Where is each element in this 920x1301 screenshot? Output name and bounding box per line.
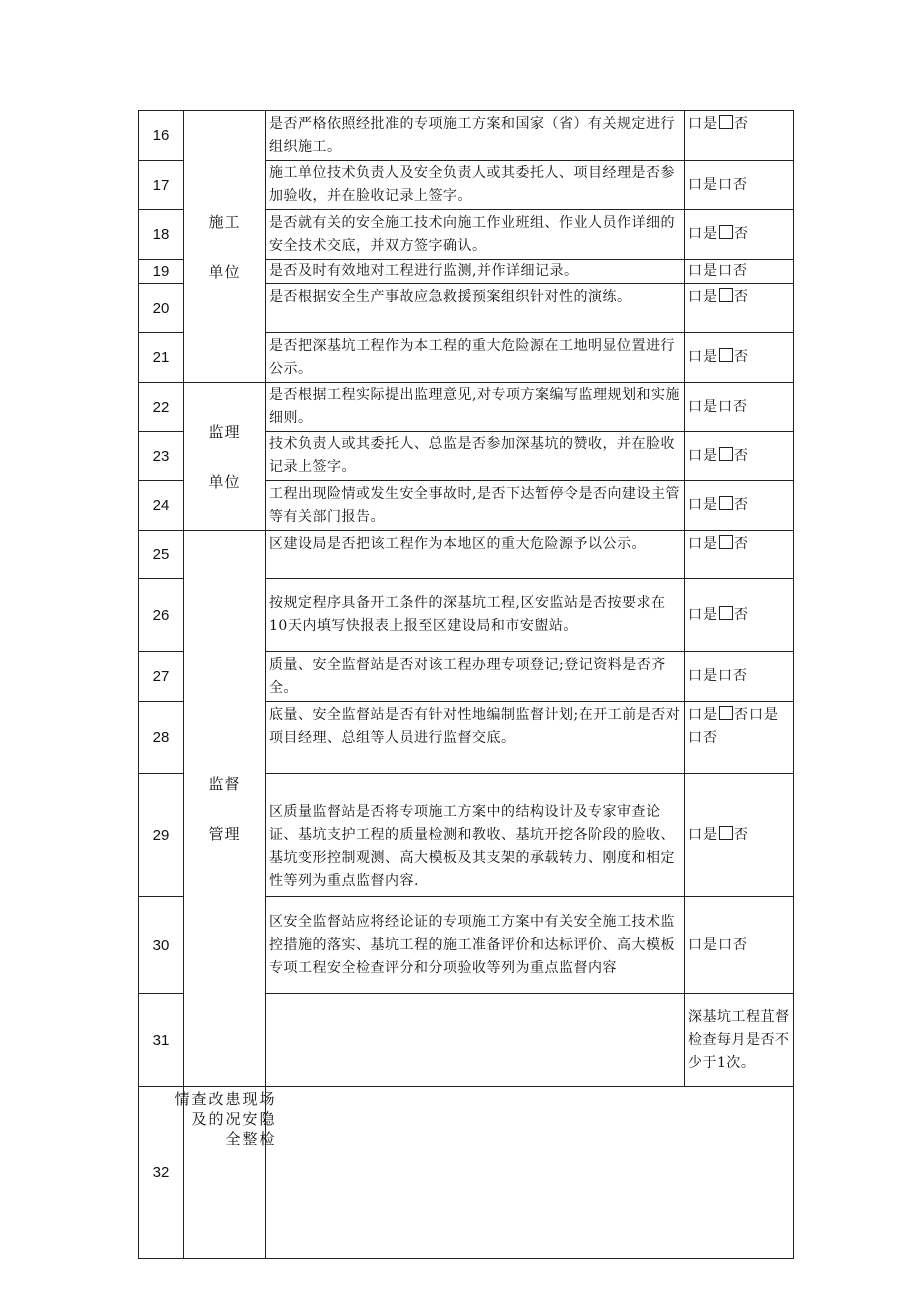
yes-no-answer[interactable]: 口是 否 bbox=[685, 774, 794, 897]
yes-no-answer[interactable]: 口是口否 bbox=[685, 161, 794, 210]
row-number: 28 bbox=[139, 702, 184, 774]
check-item-text: 是否根据工程实际提出监理意见,对专项方案编写监理规划和实施细则。 bbox=[266, 383, 685, 432]
rectification-notes-area[interactable] bbox=[266, 1087, 794, 1259]
vertical-label bbox=[174, 1087, 275, 1257]
yes-no-answer[interactable]: 口是 否 bbox=[685, 481, 794, 531]
table-row bbox=[139, 111, 794, 161]
yes-no-answer[interactable]: 口是 否 bbox=[685, 333, 794, 383]
yes-no-answer[interactable]: 口是口否 bbox=[685, 383, 794, 432]
yes-no-answer[interactable]: 口是 否 bbox=[685, 531, 794, 579]
group-label-empty bbox=[266, 994, 685, 1087]
checkbox-no[interactable] bbox=[719, 826, 733, 840]
group-label-line: 单位 bbox=[208, 262, 241, 281]
checkbox-no[interactable] bbox=[719, 288, 733, 302]
group-label-construction-unit bbox=[184, 111, 266, 383]
group-label-supervision-unit bbox=[184, 383, 266, 531]
yes-no-answer[interactable]: 口是 否 bbox=[685, 111, 794, 161]
yes-no-answer[interactable]: 口是 否口是口否 bbox=[685, 702, 794, 774]
vertical-label-column: 场 隐 检 bbox=[259, 1090, 275, 1148]
row-number: 25 bbox=[139, 531, 184, 579]
inspection-table bbox=[138, 110, 794, 1259]
check-item-text: 技术负责人或其委托人、总监是否参加深基坑的赞收，并在脸收记录上签字。 bbox=[266, 432, 685, 481]
check-item-text: 区安全监督站应将经论证的专项施工方案中有关安全施工技术监控措施的落实、基坑工程的施工准备评价和达标评价、高大模板专项工程安全检查评分和分项验收等列为重点监督内容 bbox=[266, 897, 685, 994]
table-row bbox=[139, 1087, 794, 1259]
check-item-text: 工程出现险情或发生安全事故时,是否下达暂停令是否向建设主管等有关部门报告。 bbox=[266, 481, 685, 531]
group-label-line: 管理 bbox=[208, 824, 241, 843]
check-item-text: 是否根据安全生产事故应急救援预案组织针对性的演练。 bbox=[266, 284, 685, 333]
check-item-text: 底量、安全监督站是否有针对性地编制监督计划;在开工前是否对项目经理、总组等人员进行监督交底。 bbox=[266, 702, 685, 774]
yes-no-answer[interactable]: 口是 否 bbox=[685, 432, 794, 481]
vertical-label-column: 改 的 bbox=[208, 1090, 224, 1128]
check-item-text: 是否就有关的安全施工技术向施工作业班组、作业人员作详细的安全技术交底，并双方签字确认。 bbox=[266, 210, 685, 260]
yes-no-answer[interactable]: 口是 否 bbox=[685, 210, 794, 260]
checkbox-no[interactable] bbox=[719, 706, 733, 720]
row-number: 24 bbox=[139, 481, 184, 531]
vertical-label-cell bbox=[174, 1087, 275, 1259]
row-number: 20 bbox=[139, 284, 184, 333]
check-item-text: 是否严格依照经批准的专项施工方案和国家（省）有关规定进行组织施工。 bbox=[266, 111, 685, 161]
check-item-text: 施工单位技术负责人及安全负责人或其委托人、项目经理是否参加验收，并在脸收记录上签字。 bbox=[266, 161, 685, 210]
yes-no-answer[interactable]: 口是口否 bbox=[685, 897, 794, 994]
group-label-line: 单位 bbox=[208, 472, 241, 491]
check-item-text: 是否及时有效地对工程进行监测,并作详细记录。 bbox=[266, 260, 685, 284]
check-item-text: 按规定程序具备开工条件的深基坑工程,区安监站是否按要求在10天内填写快报表上报至区建设局和市安盥站。 bbox=[266, 579, 685, 652]
check-item-text: 质量、安全监督站是否对该工程办理专项登记;登记资料是否齐全。 bbox=[266, 652, 685, 702]
checkbox-no[interactable] bbox=[719, 348, 733, 362]
yes-no-answer[interactable]: 口是 否 bbox=[685, 284, 794, 333]
row-number: 31 bbox=[139, 994, 184, 1087]
table-row bbox=[139, 531, 794, 579]
row-number: 26 bbox=[139, 579, 184, 652]
row-number: 30 bbox=[139, 897, 184, 994]
inspection-table-page bbox=[138, 110, 793, 1186]
row-number: 32 bbox=[139, 1087, 184, 1259]
row-number: 18 bbox=[139, 210, 184, 260]
row-number: 21 bbox=[139, 333, 184, 383]
row-number: 19 bbox=[139, 260, 184, 284]
yes-no-answer[interactable]: 口是 否 bbox=[685, 579, 794, 652]
yes-no-answer[interactable]: 口是口否 bbox=[685, 652, 794, 702]
vertical-label-column: 现 安 整 bbox=[242, 1090, 258, 1148]
check-item-text: 区质量监督站是否将专项施工方案中的结构设计及专家审查论证、基坑支护工程的质量检测和教收、基坑开挖各阶段的脸收、基坑变形控制观测、高大模板及其支架的承载转力、刚度和相定性等列为重点监督内容. bbox=[266, 774, 685, 897]
vertical-label-column: 情 bbox=[174, 1090, 190, 1108]
checkbox-no[interactable] bbox=[719, 225, 733, 239]
group-label-line: 监理 bbox=[208, 422, 241, 441]
checkbox-no[interactable] bbox=[719, 606, 733, 620]
row-number: 16 bbox=[139, 111, 184, 161]
check-item-text: 是否把深基坑工程作为本工程的重大危险源在工地明显位置进行公示。 bbox=[266, 333, 685, 383]
checkbox-no[interactable] bbox=[719, 535, 733, 549]
group-label-line: 施工 bbox=[208, 212, 241, 231]
table-row bbox=[139, 383, 794, 432]
row-number: 23 bbox=[139, 432, 184, 481]
check-item-text: 区建设局是否把该工程作为本地区的重大危险源予以公示。 bbox=[266, 531, 685, 579]
group-label-supervision-management bbox=[184, 531, 266, 1087]
row-number: 29 bbox=[139, 774, 184, 897]
row-number: 27 bbox=[139, 652, 184, 702]
checkbox-no[interactable] bbox=[719, 115, 733, 129]
checkbox-no[interactable] bbox=[719, 447, 733, 461]
group-label-line: 监督 bbox=[208, 774, 241, 793]
check-item-text: 深基坑工程苴督检查每月是否不少于1次。 bbox=[685, 994, 794, 1087]
checkbox-no[interactable] bbox=[719, 496, 733, 510]
vertical-label-column: 查 及 bbox=[191, 1090, 207, 1128]
row-number: 22 bbox=[139, 383, 184, 432]
vertical-label-column: 患 况 全 bbox=[225, 1090, 241, 1148]
yes-no-answer[interactable]: 口是口否 bbox=[685, 260, 794, 284]
row-number: 17 bbox=[139, 161, 184, 210]
